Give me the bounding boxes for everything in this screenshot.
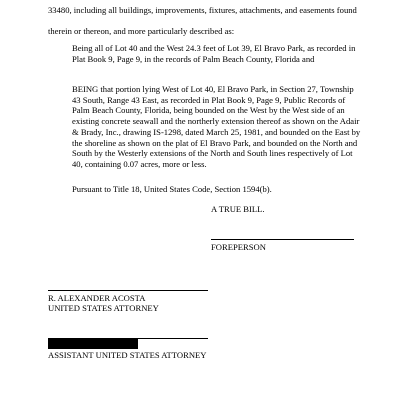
redaction-bar [48, 339, 138, 349]
foreperson-label: FOREPERSON [211, 242, 266, 252]
property-description-paragraph-2: BEING that portion lying West of Lot 40, El Bravo Park, in Section 27, Township 43 South, Range 43 East, as recorded in Plat Book 9, Page 9, Public Records of Palm Beach County, Florida, being bounded on the West by the West side of an existing concrete seawall and the northerly extension thereof as shown on the Adair & Brady, Inc., drawing IS-1298, dated March 25, 1981, and bounded on the East by the shoreline as shown on the plat of El Bravo Park, and bounded on the North and South by the Westerly extensions of the North and South lines respectively of Lot 40, containing 0.07 acres, more or less. [72, 84, 361, 170]
attorney-title: UNITED STATES ATTORNEY [48, 303, 159, 313]
attorney-name: R. ALEXANDER ACOSTA [48, 293, 146, 303]
assistant-attorney-title: ASSISTANT UNITED STATES ATTORNEY [48, 350, 207, 360]
true-bill-label: A TRUE BILL. [211, 204, 265, 214]
attorney-signature-line [48, 290, 208, 291]
property-description-paragraph-1: Being all of Lot 40 and the West 24.3 feet of Lot 39, El Bravo Park, as recorded in Plat Book 9, Page 9, in the records of Palm Beach County, Florida and [72, 43, 356, 64]
statute-citation: Pursuant to Title 18, United States Code, Section 1594(b). [72, 184, 272, 194]
body-line-1: 33480, including all buildings, improvements, fixtures, attachments, and easements found [48, 5, 357, 15]
body-line-2: therein or thereon, and more particularly described as: [48, 26, 235, 36]
foreperson-signature-line [211, 239, 354, 240]
